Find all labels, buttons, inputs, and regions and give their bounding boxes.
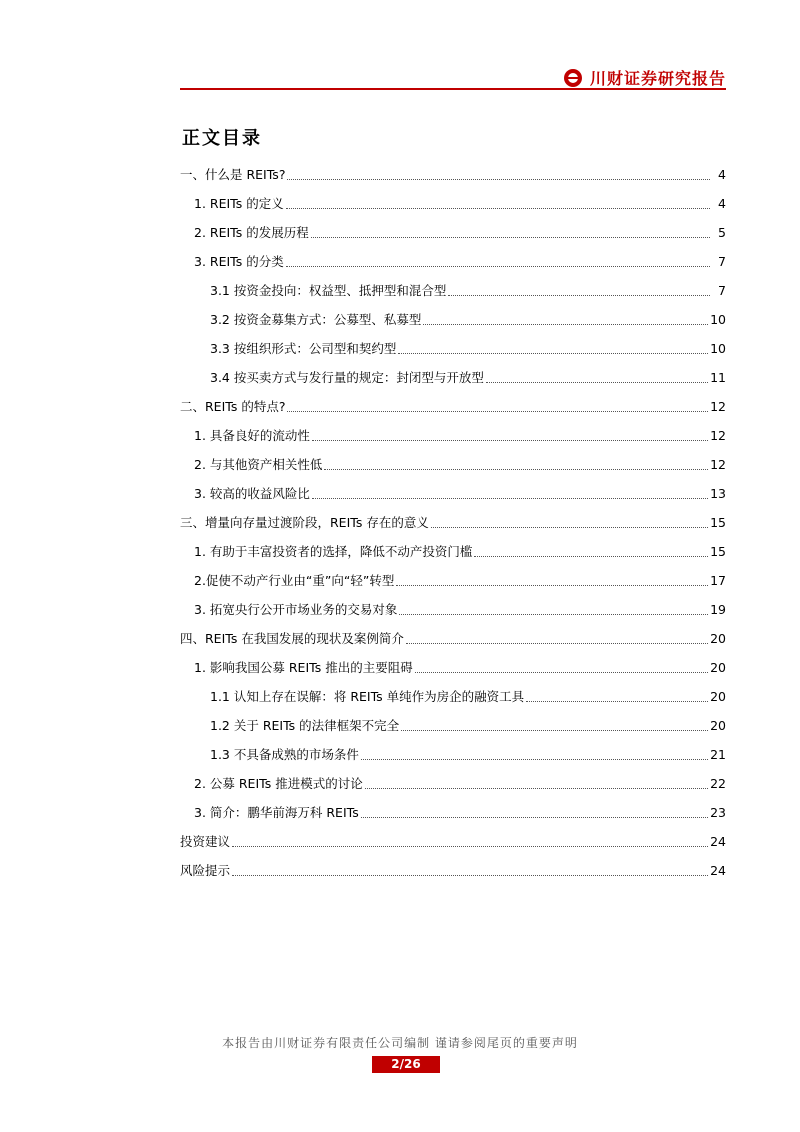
toc-dot-leader	[232, 874, 708, 876]
toc-entry[interactable]	[180, 415, 726, 444]
toc-entry-label: 3. 较高的收益风险比	[194, 486, 310, 501]
toc-entry-label: 1. 具备良好的流动性	[194, 428, 310, 443]
toc-entry[interactable]	[180, 183, 726, 212]
toc-dot-leader	[448, 294, 710, 296]
toc-entry[interactable]	[180, 270, 726, 299]
toc-dot-leader	[324, 468, 708, 470]
toc-dot-leader	[232, 845, 708, 847]
toc-entry-label: 1.2 关于 REITs 的法律框架不完全	[210, 718, 400, 733]
toc-dot-leader	[399, 613, 708, 615]
toc-entry[interactable]	[180, 502, 726, 531]
toc-entry-page: 15	[710, 544, 726, 559]
toc-dot-leader	[312, 497, 708, 499]
toc-entry[interactable]	[180, 647, 726, 676]
toc-dot-leader	[406, 642, 708, 644]
toc-dot-leader	[401, 729, 708, 731]
toc-entry-label: 风险提示	[180, 863, 231, 878]
toc-dot-leader	[365, 787, 708, 789]
footer-disclaimer: 本报告由川财证券有限责任公司编制 谨请参阅尾页的重要声明	[222, 1036, 578, 1050]
toc-entry[interactable]	[180, 618, 726, 647]
page-number-badge: 2/26	[372, 1056, 440, 1073]
toc-entry-page: 11	[710, 370, 726, 385]
toc-entry-label: 一、什么是 REITs?	[180, 167, 286, 182]
toc-entry-page: 17	[710, 573, 726, 588]
toc-entry[interactable]	[180, 792, 726, 821]
toc-entry-label: 1.1 认知上存在误解：将 REITs 单纯作为房企的融资工具	[210, 689, 525, 704]
toc-entry-page: 21	[710, 747, 726, 762]
toc-entry-label: 二、REITs 的特点?	[180, 399, 286, 414]
toc-entry-label: 2.促使不动产行业由“重”向“轻”转型	[194, 573, 395, 588]
toc-dot-leader	[474, 555, 708, 557]
toc-entry[interactable]	[180, 386, 726, 415]
toc-entry-label: 1.3 不具备成熟的市场条件	[210, 747, 359, 762]
toc-entry-label: 1. 有助于丰富投资者的选择，降低不动产投资门槛	[194, 544, 473, 559]
toc-entry-label: 3.3 按组织形式：公司型和契约型	[210, 341, 397, 356]
toc-entry-page: 13	[710, 486, 726, 501]
toc-entry-page: 5	[718, 225, 726, 240]
toc-entry-label: 3. 简介：鹏华前海万科 REITs	[194, 805, 359, 820]
toc-entry-page: 7	[718, 254, 726, 269]
brand-name: 川财证券研究报告	[589, 69, 726, 88]
toc-entry[interactable]	[180, 531, 726, 560]
toc-entry[interactable]	[180, 821, 726, 850]
toc-entry[interactable]	[180, 560, 726, 589]
toc-dot-leader	[311, 236, 710, 238]
toc-dot-leader	[286, 265, 710, 267]
toc-entry-page: 24	[710, 863, 726, 878]
toc-entry-page: 20	[710, 660, 726, 675]
toc-entry-page: 12	[710, 428, 726, 443]
toc-dot-leader	[286, 207, 710, 209]
toc-entry-label: 2. REITs 的发展历程	[194, 225, 309, 240]
toc-entry-page: 10	[710, 341, 726, 356]
toc-dot-leader	[415, 671, 708, 673]
toc-entry-label: 3.2 按资金募集方式：公募型、私募型	[210, 312, 422, 327]
toc-entry-label: 2. 与其他资产相关性低	[194, 457, 323, 472]
toc-dot-leader	[431, 526, 708, 528]
toc-entry[interactable]	[180, 589, 726, 618]
toc-dot-leader	[526, 700, 708, 702]
toc-entry[interactable]	[180, 241, 726, 270]
toc-entry-page: 7	[718, 283, 726, 298]
toc-entry[interactable]	[180, 734, 726, 763]
toc-entry-page: 20	[710, 718, 726, 733]
toc-dot-leader	[486, 381, 708, 383]
toc-entry-label: 1. REITs 的定义	[194, 196, 284, 211]
toc-entry-page: 23	[710, 805, 726, 820]
toc-dot-leader	[396, 584, 708, 586]
toc-entry-page: 22	[710, 776, 726, 791]
toc-dot-leader	[287, 410, 708, 412]
toc-entry-label: 2. 公募 REITs 推进模式的讨论	[194, 776, 363, 791]
toc-dot-leader	[423, 323, 708, 325]
toc-entry-page: 19	[710, 602, 726, 617]
table-of-contents	[180, 154, 726, 879]
toc-dot-leader	[287, 178, 710, 180]
toc-entry-page: 20	[710, 689, 726, 704]
toc-dot-leader	[361, 816, 708, 818]
toc-entry[interactable]	[180, 763, 726, 792]
toc-title: 正文目录	[182, 128, 262, 149]
toc-entry-page: 15	[710, 515, 726, 530]
toc-entry[interactable]	[180, 328, 726, 357]
toc-entry-page: 4	[718, 167, 726, 182]
toc-entry[interactable]	[180, 357, 726, 386]
toc-entry-label: 三、增量向存量过渡阶段，REITs 存在的意义	[180, 515, 429, 530]
toc-entry[interactable]	[180, 473, 726, 502]
toc-entry-label: 3. REITs 的分类	[194, 254, 284, 269]
circle-logo-icon	[564, 69, 582, 87]
toc-dot-leader	[398, 352, 708, 354]
toc-entry-label: 四、REITs 在我国发展的现状及案例简介	[180, 631, 404, 646]
toc-entry-page: 24	[710, 834, 726, 849]
toc-entry[interactable]	[180, 444, 726, 473]
toc-entry-label: 3.4 按买卖方式与发行量的规定：封闭型与开放型	[210, 370, 484, 385]
toc-entry-page: 12	[710, 399, 726, 414]
toc-entry[interactable]	[180, 154, 726, 183]
toc-entry[interactable]	[180, 212, 726, 241]
header-divider	[180, 88, 726, 90]
header-brand	[564, 66, 726, 89]
toc-entry-page: 12	[710, 457, 726, 472]
toc-entry[interactable]	[180, 705, 726, 734]
toc-entry-page: 10	[710, 312, 726, 327]
toc-dot-leader	[312, 439, 708, 441]
toc-entry-page: 20	[710, 631, 726, 646]
toc-entry-page: 4	[718, 196, 726, 211]
toc-entry-label: 3.1 按资金投向：权益型、抵押型和混合型	[210, 283, 447, 298]
toc-entry-label: 1. 影响我国公募 REITs 推出的主要阻碍	[194, 660, 413, 675]
toc-entry[interactable]	[180, 850, 726, 879]
toc-dot-leader	[361, 758, 708, 760]
toc-entry[interactable]	[180, 299, 726, 328]
toc-entry[interactable]	[180, 676, 726, 705]
toc-entry-label: 投资建议	[180, 834, 231, 849]
toc-entry-label: 3. 拓宽央行公开市场业务的交易对象	[194, 602, 398, 617]
